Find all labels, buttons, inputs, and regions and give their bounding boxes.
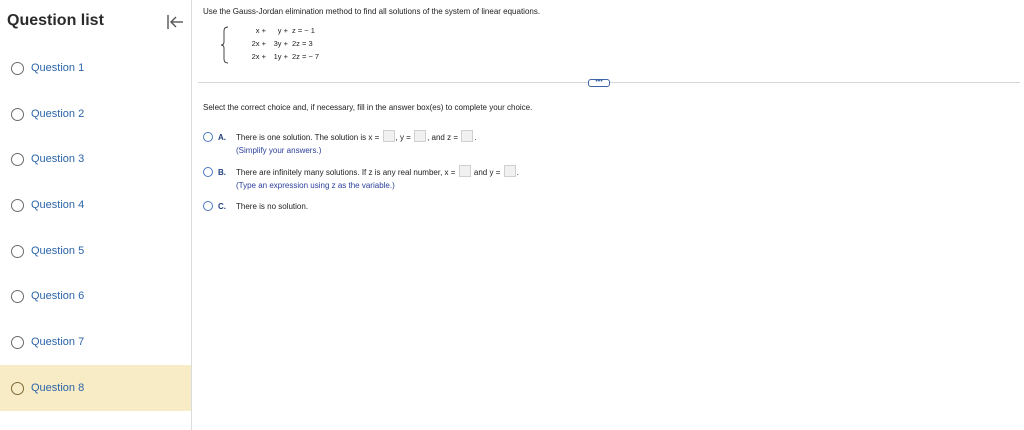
question-label: Question 5 <box>31 245 85 257</box>
choice-text: and y = <box>473 168 501 177</box>
answer-box-x[interactable] <box>383 130 395 142</box>
question-label: Question 8 <box>31 382 85 394</box>
question-list-title: Question list <box>7 12 104 29</box>
question-label: Question 7 <box>31 336 85 348</box>
equation-term: 2z = 3 <box>292 39 313 48</box>
equation-term: 1y + <box>273 52 288 61</box>
choice-letter: C. <box>218 202 226 211</box>
choice-c-radio[interactable] <box>203 201 213 211</box>
question-item-5[interactable] <box>0 228 191 274</box>
equation-term: 2x + <box>251 39 266 48</box>
equation-row <box>240 26 328 35</box>
select-prompt: Select the correct choice and, if necessary, fill in the answer box(es) to complete your choice. <box>203 103 533 112</box>
choice-text: . <box>516 168 519 177</box>
choice-b-text <box>236 168 519 190</box>
equation-row <box>240 52 328 61</box>
question-status-radio-icon <box>11 62 24 75</box>
choice-b-hint: (Type an expression using z as the variable.) <box>236 181 395 191</box>
question-item-4[interactable] <box>0 182 191 228</box>
answer-box-x-expression[interactable] <box>459 165 471 177</box>
answer-box-z[interactable] <box>461 130 473 142</box>
choice-text: There is one solution. The solution is x = <box>236 133 380 142</box>
collapse-left-icon[interactable] <box>165 12 185 32</box>
choice-text: There are infinitely many solutions. If z is any real number, x = <box>236 168 456 177</box>
choice-b[interactable] <box>203 168 519 190</box>
question-item-3[interactable] <box>0 136 191 182</box>
question-status-radio-icon <box>11 108 24 121</box>
question-label: Question 4 <box>31 199 85 211</box>
equation-row <box>240 39 328 48</box>
question-status-radio-icon <box>11 382 24 395</box>
question-item-1[interactable] <box>0 45 191 91</box>
left-brace-icon <box>220 26 230 64</box>
choice-letter: B. <box>218 168 226 177</box>
question-list-sidebar <box>0 0 192 430</box>
more-options-button[interactable]: ••• <box>588 79 610 87</box>
answer-box-y[interactable] <box>414 130 426 142</box>
choice-c-text: There is no solution. <box>236 202 309 211</box>
choice-c[interactable] <box>203 202 308 211</box>
question-item-2[interactable] <box>0 91 191 137</box>
question-status-radio-icon <box>11 199 24 212</box>
equation-term: z = − 1 <box>292 26 315 35</box>
question-label: Question 2 <box>31 108 85 120</box>
question-label: Question 6 <box>31 290 85 302</box>
question-item-8[interactable] <box>0 365 191 411</box>
choice-a[interactable] <box>203 133 476 155</box>
question-panel <box>192 0 1024 430</box>
choice-text: , and z = <box>427 133 458 142</box>
question-item-7[interactable] <box>0 319 191 365</box>
question-label: Question 1 <box>31 62 85 74</box>
question-status-radio-icon <box>11 336 24 349</box>
choice-a-text <box>236 133 476 155</box>
linear-system <box>220 26 350 64</box>
equation-term: 2z = − 7 <box>292 52 320 61</box>
equation-term: y + <box>277 26 288 35</box>
choice-letter: A. <box>218 133 226 142</box>
answer-box-y-expression[interactable] <box>504 165 516 177</box>
question-item-6[interactable] <box>0 273 191 319</box>
question-instruction: Use the Gauss-Jordan elimination method to find all solutions of the system of linear equations. <box>203 7 541 16</box>
question-status-radio-icon <box>11 153 24 166</box>
question-label: Question 3 <box>31 153 85 165</box>
equation-term: 3y + <box>273 39 288 48</box>
question-status-radio-icon <box>11 290 24 303</box>
choice-a-radio[interactable] <box>203 132 213 142</box>
equation-term: 2x + <box>251 52 266 61</box>
choice-text: , y = <box>395 133 411 142</box>
equation-term: x + <box>255 26 266 35</box>
choice-a-hint: (Simplify your answers.) <box>236 146 322 156</box>
choice-b-radio[interactable] <box>203 167 213 177</box>
choice-text: . <box>474 133 477 142</box>
question-status-radio-icon <box>11 245 24 258</box>
